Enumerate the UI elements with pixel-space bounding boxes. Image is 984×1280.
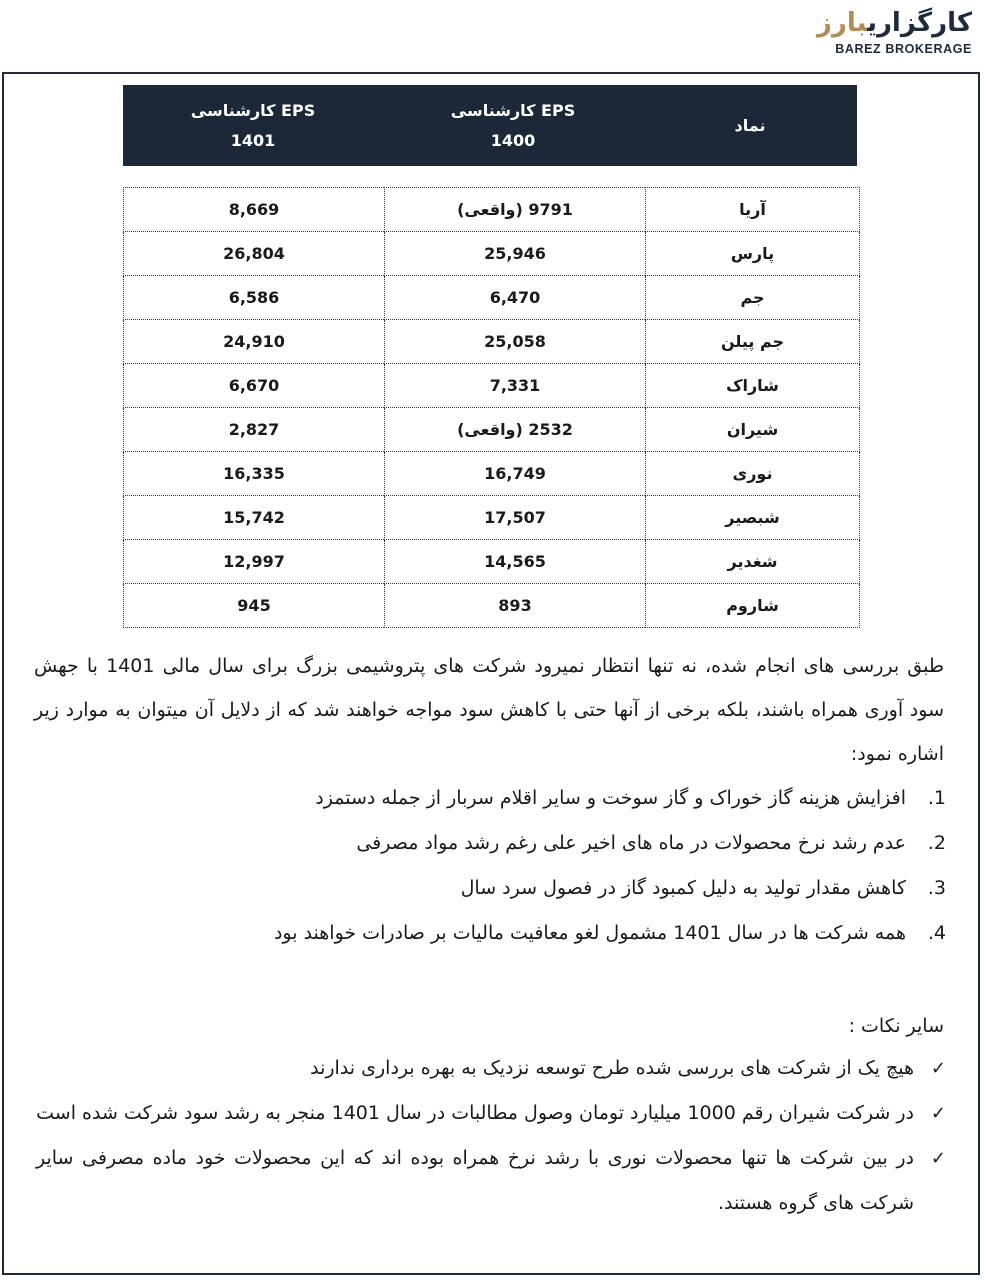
- other-notes-title: سایر نکات :: [848, 1015, 944, 1037]
- eps-table: [123, 187, 860, 628]
- table-row: [124, 584, 860, 628]
- note-text: در شرکت شیران رقم 1000 میلیارد تومان وصول مطالبات در سال 1401 منجر به رشد سود شرکت شده است: [36, 1102, 914, 1124]
- list-item: [36, 776, 946, 821]
- note-item: [36, 1046, 946, 1091]
- table-row: [124, 364, 860, 408]
- eps-1400-cell: 25,058: [385, 320, 646, 364]
- logo-english-text: BAREZ BROKERAGE: [835, 42, 972, 56]
- eps-1400-cell: 6,470: [385, 276, 646, 320]
- eps-1401-cell: 24,910: [124, 320, 385, 364]
- note-item: [36, 1136, 946, 1226]
- eps-1400-cell: 17,507: [385, 496, 646, 540]
- eps-1401-cell: 945: [124, 584, 385, 628]
- check-icon: ✓: [930, 1103, 946, 1124]
- eps-1401-cell: 6,586: [124, 276, 385, 320]
- eps-1401-cell: 8,669: [124, 188, 385, 232]
- table-row: [124, 452, 860, 496]
- eps-1401-cell: 16,335: [124, 452, 385, 496]
- list-text: کاهش مقدار تولید به دلیل کمبود گاز در فصول سرد سال: [460, 877, 906, 899]
- header-eps-1401: کارشناسی EPS 1401: [190, 100, 316, 150]
- header-symbol: نماد: [734, 115, 766, 135]
- list-number: 1.: [927, 787, 946, 809]
- header-eps-1400: کارشناسی EPS 1400: [450, 100, 576, 150]
- symbol-cell: جم پیلن: [646, 320, 860, 364]
- symbol-cell: نوری: [646, 452, 860, 496]
- eps-1401-cell: 15,742: [124, 496, 385, 540]
- note-item: [36, 1091, 946, 1136]
- list-number: 4.: [927, 922, 946, 944]
- eps-1400-cell: 7,331: [385, 364, 646, 408]
- brand-logo: [712, 6, 972, 62]
- eps-1401-cell: 6,670: [124, 364, 385, 408]
- eps-1401-cell: 12,997: [124, 540, 385, 584]
- table-row: [124, 540, 860, 584]
- symbol-cell: آریا: [646, 188, 860, 232]
- symbol-cell: شیران: [646, 408, 860, 452]
- notes-list: [36, 1046, 946, 1226]
- eps-1400-cell: 14,565: [385, 540, 646, 584]
- note-text: در بین شرکت ها تنها محصولات نوری با رشد نرخ همراه بوده اند که این محصولات خود ماده مصرفی سایر شرکت های گروه هستند.: [36, 1147, 914, 1214]
- note-text: هیچ یک از شرکت های بررسی شده طرح توسعه نزدیک به بهره برداری ندارند: [310, 1057, 914, 1079]
- symbol-cell: شبصیر: [646, 496, 860, 540]
- check-icon: ✓: [930, 1148, 946, 1169]
- table-row: [124, 276, 860, 320]
- eps-1400-cell: 2532 (واقعی): [385, 408, 646, 452]
- intro-paragraph: طبق بررسی های انجام شده، نه تنها انتظار نمیرود شرکت های پتروشیمی بزرگ برای سال مالی 1401 با جهش سود آوری همراه باشند، بلکه برخی از آنها حتی با کاهش سود مواجه خواهند شد که از دلایل آن میتوان به موارد زیر اشاره نمود:: [34, 655, 944, 765]
- logo-persian-text: کارگزاریبارز: [816, 8, 972, 38]
- symbol-cell: جم: [646, 276, 860, 320]
- eps-1400-cell: 25,946: [385, 232, 646, 276]
- table-row: [124, 408, 860, 452]
- symbol-cell: شاراک: [646, 364, 860, 408]
- list-number: 2.: [927, 832, 946, 854]
- table-row: [124, 320, 860, 364]
- eps-1401-cell: 26,804: [124, 232, 385, 276]
- list-number: 3.: [927, 877, 946, 899]
- eps-1401-cell: 2,827: [124, 408, 385, 452]
- table-row: [124, 188, 860, 232]
- eps-1400-cell: 16,749: [385, 452, 646, 496]
- list-text: همه شرکت ها در سال 1401 مشمول لغو معافیت مالیات بر صادرات خواهند بود: [273, 922, 906, 944]
- symbol-cell: شغدیر: [646, 540, 860, 584]
- list-text: عدم رشد نرخ محصولات در ماه های اخیر علی رغم رشد مواد مصرفی: [356, 832, 906, 854]
- symbol-cell: پارس: [646, 232, 860, 276]
- list-item: [36, 821, 946, 866]
- symbol-cell: شاروم: [646, 584, 860, 628]
- list-item: [36, 911, 946, 956]
- reasons-list: [36, 776, 946, 956]
- eps-1400-cell: 9791 (واقعی): [385, 188, 646, 232]
- list-text: افزایش هزینه گاز خوراک و گاز سوخت و سایر اقلام سربار از جمله دستمزد: [315, 787, 906, 809]
- check-icon: ✓: [930, 1058, 946, 1079]
- table-header: [123, 85, 857, 166]
- list-item: [36, 866, 946, 911]
- eps-1400-cell: 893: [385, 584, 646, 628]
- table-row: [124, 232, 860, 276]
- table-row: [124, 496, 860, 540]
